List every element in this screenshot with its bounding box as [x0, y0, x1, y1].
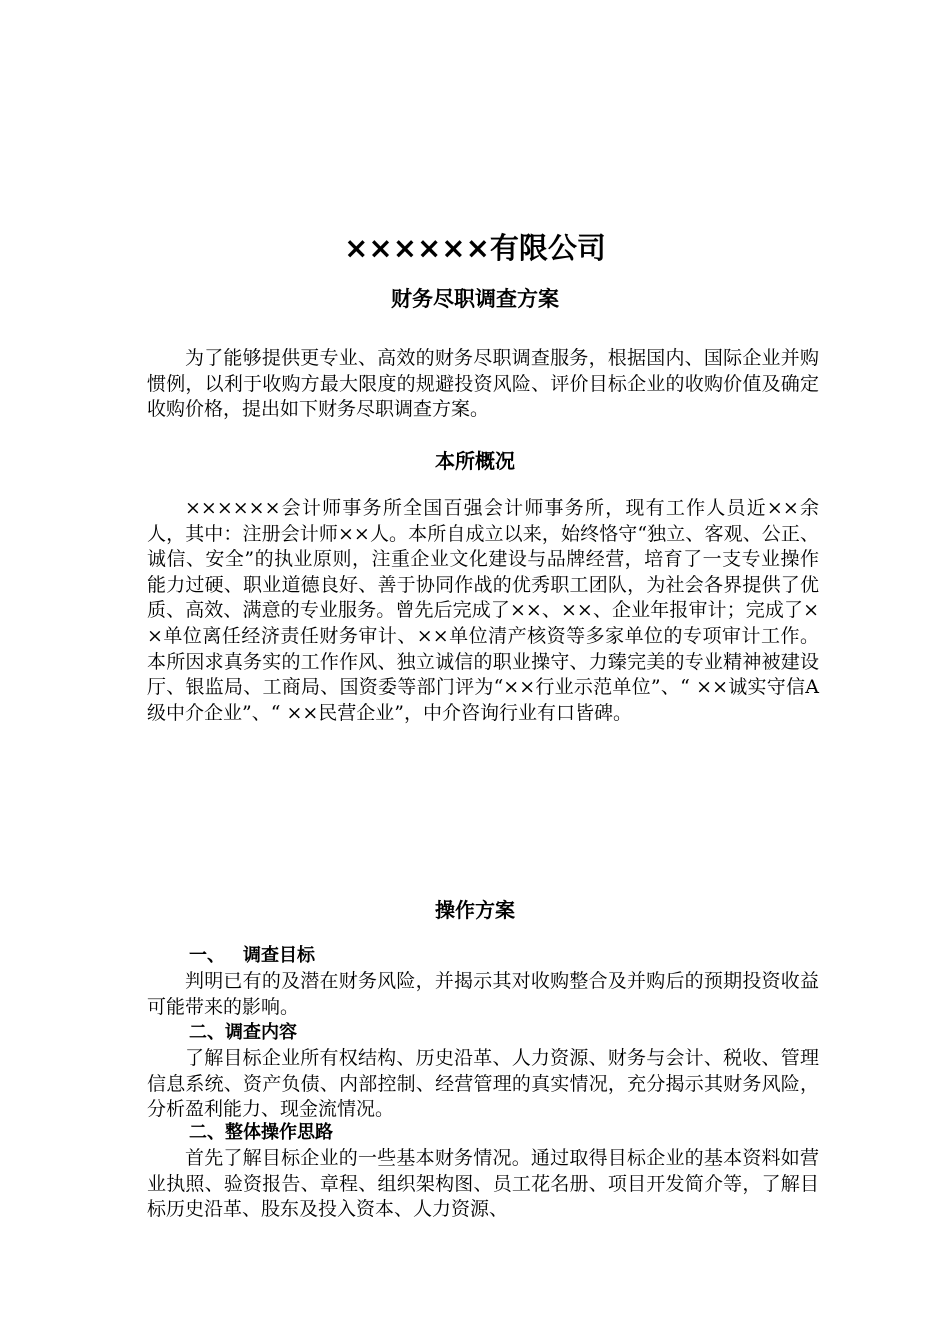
- section-body-content-block: [147, 1046, 819, 1123]
- plan-heading: 操作方案: [435, 898, 515, 922]
- section-body-approach: 首先了解目标企业的一些基本财务情况。通过取得目标企业的基本资料如营业执照、验资报告、章程、组织架构图、员工花名册、项目开发简介等，了解目标历史沿革、股东及投入资本、人力资源、: [147, 1147, 819, 1221]
- document-title: 财务尽职调查方案: [391, 287, 559, 311]
- section-body-content: 了解目标企业所有权结构、历史沿革、人力资源、财务与会计、税收、管理信息系统、资产负债、内部控制、经营管理的真实情况，充分揭示其财务风险，分析盈利能力、现金流情况。: [147, 1047, 819, 1121]
- section-body-approach-block: [147, 1146, 819, 1223]
- section-heading-approach: [189, 1121, 333, 1145]
- intro-paragraph-block: [147, 346, 819, 423]
- section-heading-goal: [189, 944, 315, 968]
- section-number: 二、: [189, 1022, 225, 1043]
- overview-paragraph-block: [147, 496, 819, 726]
- company-title: ××××××有限公司: [344, 231, 606, 265]
- section-heading-content: [189, 1021, 297, 1045]
- intro-paragraph: 为了能够提供更专业、高效的财务尽职调查服务，根据国内、国际企业并购惯例，以利于收购方最大限度的规避投资风险、评价目标企业的收购价值及确定收购价格，提出如下财务尽职调查方案。: [147, 347, 819, 421]
- section-number: 一、: [189, 945, 225, 966]
- overview-paragraph: ××××××会计师事务所全国百强会计师事务所，现有工作人员近××余人，其中：注册会计师××人。本所自成立以来，始终恪守“独立、客观、公正、诚信、安全”的执业原则，注重企业文化建设与品牌经营，培育了一支专业操作能力过硬、职业道德良好、善于协同作战的优秀职工团队，为社会各界提供了优质、高效、满意的专业服务。曾先后完成了××、××、企业年报审计；完成了××单位离任经济责任财务审计、××单位清产核资等多家单位的专项审计工作。本所因求真务实的工作作风、独立诚信的职业操守、力臻完美的专业精神被建设厅、银监局、工商局、国资委等部门评为“××行业示范单位”、“ ××诚实守信A级中介企业”、“ ××民营企业”，中介咨询行业有口皆碑。: [147, 497, 819, 724]
- section-title: 调查内容: [225, 1022, 297, 1043]
- section-number: 二、: [189, 1122, 225, 1143]
- section-title: 调查目标: [243, 945, 315, 966]
- overview-heading: 本所概况: [435, 449, 515, 473]
- section-body-goal: 判明已有的及潜在财务风险，并揭示其对收购整合及并购后的预期投资收益可能带来的影响。: [147, 970, 819, 1018]
- section-body-goal-block: [147, 969, 819, 1020]
- section-title: 整体操作思路: [225, 1122, 333, 1143]
